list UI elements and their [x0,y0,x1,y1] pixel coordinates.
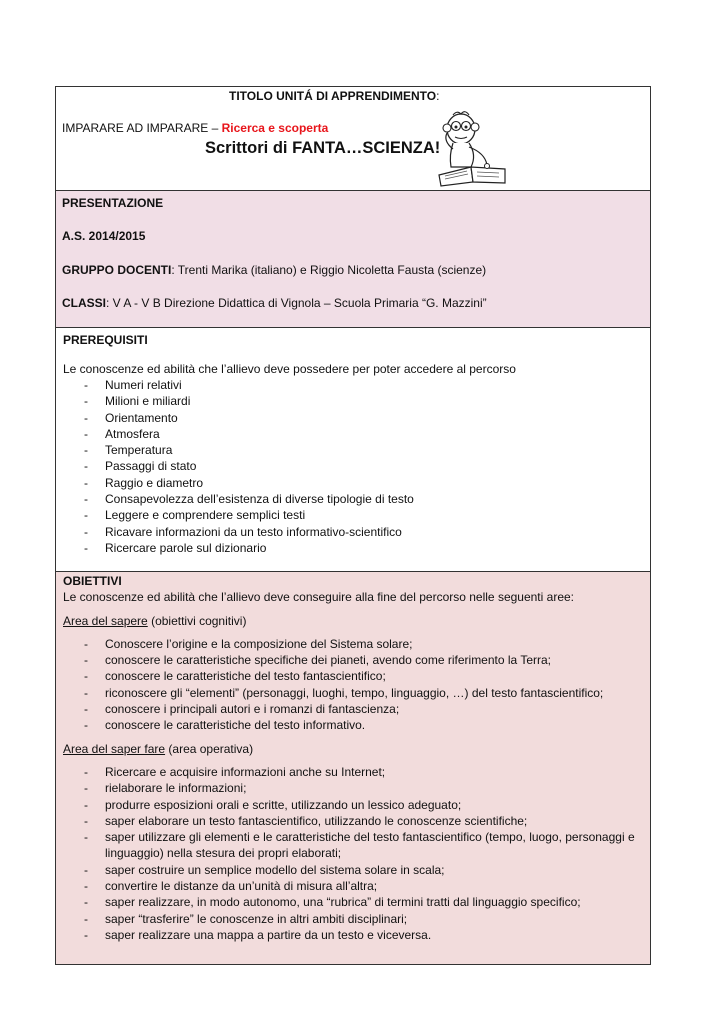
area-sapere-list [63,636,643,734]
area-saper-fare-heading [63,741,643,757]
anno-scolastico: A.S. 2014/2015 [62,229,146,243]
list-item: - Leggere e comprendere semplici testi [63,507,643,523]
classi [62,296,487,310]
gruppo-docenti-value: : Trenti Marika (italiano) e Riggio Nicoletta Fausta (scienze) [171,263,487,277]
list-item: - Ricercare e acquisire informazioni anche su Internet; [63,764,643,780]
presentazione-section [56,190,650,327]
imparare-text: IMPARARE AD IMPARARE – [62,121,222,135]
list-item: - Milioni e miliardi [63,393,643,409]
list-item: - saper realizzare una mappa a partire da un testo e viceversa. [63,927,643,943]
title-section [56,87,650,190]
unit-title-colon: : [436,89,440,103]
list-item: - Ricavare informazioni da un testo informativo-scientifico [63,524,643,540]
list-item: - saper utilizzare gli elementi e le caratteristiche del testo fantascientifico (tempo, luogo, personaggi e linguaggio) nella stesura dei propri elaborati; [63,829,643,862]
list-item: - riconoscere gli “elementi” (personaggi, luoghi, tempo, linguaggio, …) del testo fantascientifico; [63,685,643,701]
unit-title [229,89,439,103]
list-item: - Raggio e diametro [63,475,643,491]
list-item: - Temperatura [63,442,643,458]
list-item: - Numeri relativi [63,377,643,393]
list-item: - saper “trasferire” le conoscenze in altri ambiti disciplinari; [63,911,643,927]
list-item: - Ricercare parole sul dizionario [63,540,643,556]
gruppo-docenti-label: GRUPPO DOCENTI [62,263,172,277]
unit-title-label: TITOLO UNITÁ DI APPRENDIMENTO [229,89,437,103]
list-item: - Consapevolezza dell’esistenza di diverse tipologie di testo [63,491,643,507]
obiettivi-heading: OBIETTIVI [63,574,122,588]
area-sapere-suffix: (obiettivi cognitivi) [147,613,247,628]
prerequisiti-intro: Le conoscenze ed abilità che l’allievo deve possedere per poter accedere al percorso [63,362,516,376]
list-item: - conoscere le caratteristiche specifiche dei pianeti, avendo come riferimento la Terra; [63,652,643,668]
area-saper-fare-suffix: (area operativa) [165,741,254,756]
area-sapere-heading [63,613,643,629]
list-item: - Atmosfera [63,426,643,442]
area-sapere-label: Area del sapere [63,613,148,628]
gruppo-docenti [62,263,486,277]
list-item: - saper elaborare un testo fantascientifico, utilizzando le conoscenze scientifiche; [63,813,643,829]
scientist-reading-icon [435,109,509,187]
presentazione-heading: PRESENTAZIONE [62,196,164,210]
document-table [55,86,651,965]
list-item: - Orientamento [63,410,643,426]
list-item: - rielaborare le informazioni; [63,780,643,796]
list-item: - saper costruire un semplice modello del sistema solare in scala; [63,862,643,878]
classi-label: CLASSI [62,296,107,310]
list-item: - convertire le distanze da un’unità di misura all’altra; [63,878,643,894]
area-saper-fare-label: Area del saper fare [63,741,166,756]
classi-value: : V A - V B Direzione Didattica di Vignola – Scuola Primaria “G. Mazzini” [106,296,487,310]
list-item: - produrre esposizioni orali e scritte, utilizzando un lessico adeguato; [63,797,643,813]
list-item: - conoscere le caratteristiche del testo informativo. [63,717,643,733]
list-item: - saper realizzare, in modo autonomo, una “rubrica” di termini tratti dal linguaggio specifico; [63,894,643,910]
obiettivi-intro: Le conoscenze ed abilità che l’allievo deve conseguire alla fine del percorso nelle seguenti aree: [63,590,574,605]
list-item: - conoscere le caratteristiche del testo fantascientifico; [63,668,643,684]
list-item: - Conoscere l’origine e la composizione del Sistema solare; [63,636,643,652]
obiettivi-section [56,571,650,964]
prerequisiti-heading: PREREQUISITI [63,333,148,347]
list-item: - conoscere i principali autori e i romanzi di fantascienza; [63,701,643,717]
main-title: Scrittori di FANTA…SCIENZA! [205,139,441,157]
list-item: - Passaggi di stato [63,458,643,474]
imparare-red-text: Ricerca e scoperta [221,121,329,135]
prerequisiti-section [56,327,650,571]
area-saper-fare-list [63,764,643,943]
imparare-line [62,121,328,135]
prerequisiti-list [63,377,643,556]
